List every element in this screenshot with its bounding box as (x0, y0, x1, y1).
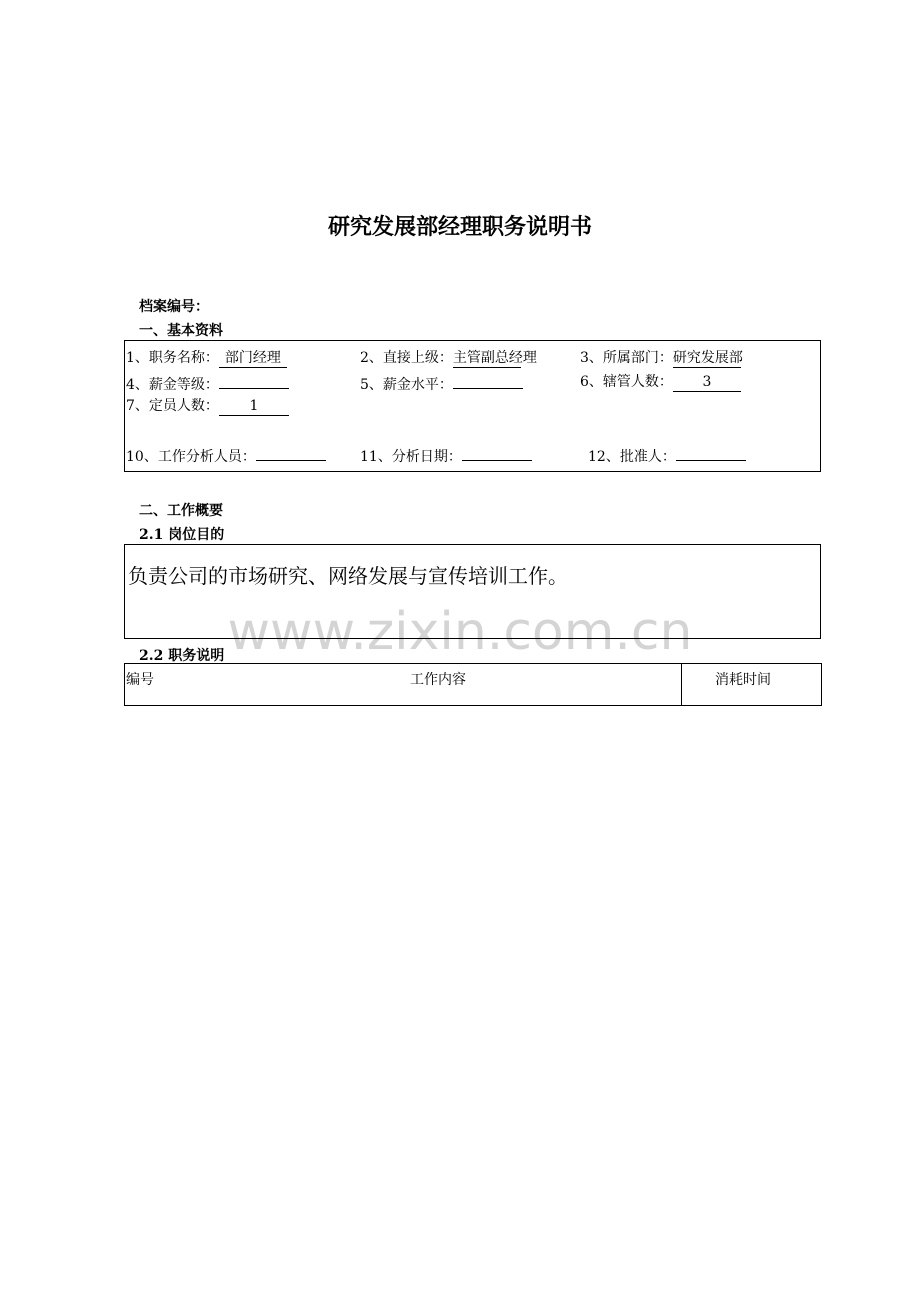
department-value: 研究发展部 (672, 350, 743, 366)
purpose-box (124, 544, 821, 639)
analyst-field (126, 443, 326, 466)
approver-label: 12、批准人： (588, 449, 676, 465)
job-title-value: 部门经理 (219, 350, 287, 368)
headcount-value: 1 (219, 398, 289, 416)
job-title-field (126, 347, 287, 368)
supervisor-value: 主管副总经理 (452, 350, 537, 366)
document-title: 研究发展部经理职务说明书 (327, 214, 592, 240)
purpose-heading: 2.1 岗位目的 (139, 527, 225, 543)
section2-heading: 二、工作概要 (139, 503, 223, 519)
job-title-label: 1、职务名称： (126, 350, 219, 366)
salary-level-value (453, 371, 523, 389)
approver-value (676, 443, 746, 461)
analysis-date-value (462, 443, 532, 461)
analysis-date-field (360, 443, 532, 466)
duties-header-number: 编号 (126, 672, 154, 688)
salary-level-label: 5、薪金水平： (360, 377, 453, 393)
salary-grade-field (126, 371, 289, 394)
approver-field (588, 443, 746, 466)
duties-table-divider (681, 663, 682, 706)
headcount-field (126, 395, 289, 416)
analyst-value (256, 443, 326, 461)
department-label: 3、所属部门： (580, 350, 673, 366)
salary-grade-label: 4、薪金等级： (126, 377, 219, 393)
subordinates-field (580, 371, 741, 392)
salary-grade-value (219, 371, 289, 389)
analysis-date-label: 11、分析日期： (360, 449, 462, 465)
section1-heading: 一、基本资料 (139, 323, 223, 339)
subordinates-value: 3 (673, 374, 741, 392)
duties-header-time: 消耗时间 (715, 672, 771, 688)
department-field (580, 347, 741, 368)
purpose-text: 负责公司的市场研究、网络发展与宣传培训工作。 (128, 564, 568, 588)
watermark: www.zixin.com.cn (227, 602, 693, 662)
analyst-label: 10、工作分析人员： (126, 449, 256, 465)
supervisor-field (360, 347, 537, 368)
headcount-label: 7、定员人数： (126, 398, 219, 414)
subordinates-label: 6、辖管人数： (580, 374, 673, 390)
salary-level-field (360, 371, 523, 394)
file-number-label: 档案编号： (139, 299, 209, 315)
duties-heading: 2.2 职务说明 (139, 648, 225, 664)
duties-header-content: 工作内容 (410, 672, 466, 688)
supervisor-label: 2、直接上级： (360, 350, 453, 366)
